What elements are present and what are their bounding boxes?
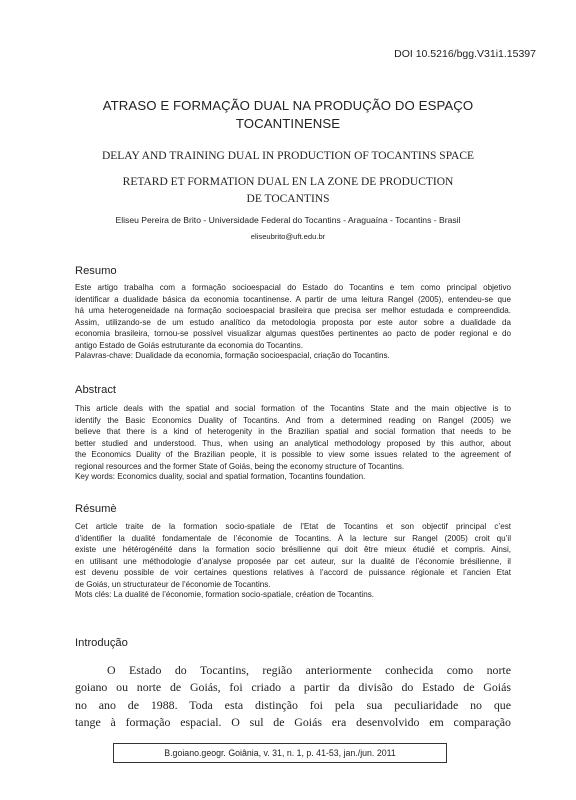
abstract-line: regional resources and the former State of Goiás, being the economy structure of Tocantins. [75, 461, 405, 471]
resume-line: en utilisant une méthodologie d’analyse proposée par cet auteur, sur la dualité de l’économie brésilienne, il [75, 556, 511, 566]
resumo-line: antigo Estado de Goiás estruturante da economia do Tocantins. [75, 340, 303, 350]
abstract-line: better studied and understood. Thus, when using an analytical methodology proposed by this author, about [75, 438, 511, 448]
abstract-line: identify the Basic Economics Duality of Tocantins. And from a determined reading on Rangel (2005) we [75, 415, 511, 425]
doi-label: DOI 10.5216/bgg.V31i1.15397 [394, 48, 536, 60]
body-line: tange à formação espacial. O sul de Goiás era desenvolvido em comparação [75, 715, 511, 730]
resumo-line: Este artigo trabalha com a formação socioespacial do Estado do Tocantins e tem como principal objetivo [75, 283, 511, 292]
resume-line: d’identifier la dualité fondamentale de l’économie de Tocantins. À la lecture sur Rangel (2005) croit qu’il [75, 533, 511, 543]
abstract-line: believe that there is a kind of heterogenity in the Brazilian spatial and social formation that needs to be [75, 427, 511, 437]
resumo-line: economia brasileira, tornou-se possível visualizar algumas questões pertinentes ao pacto de poder regional e do [75, 329, 511, 339]
author-affiliation: Eliseu Pereira de Brito - Universidade Federal do Tocantins - Araguaína - Tocantins - Brasil [115, 215, 461, 225]
resume-heading: Résumè [75, 503, 117, 515]
title-fr-line-1: RETARD ET FORMATION DUAL EN LA ZONE DE PRODUCTION [122, 176, 454, 188]
resume-line: est devenu possible de voir certaines questions relatives à l’accord de puissance régionale et l’ancien Etat [75, 568, 511, 578]
resumo-keywords: Palavras-chave: Dualidade da economia, formação socioespacial, criação do Tocantins. [75, 351, 390, 360]
resume-line: Cet article traite de la formation socio-spatiale de l’Etat de Tocantins et son objectif principal c’est [75, 522, 511, 531]
title-french [90, 174, 486, 208]
resumo-paragraph [75, 282, 511, 351]
title-portuguese [80, 97, 496, 133]
author-email[interactable]: eliseubrito@uft.edu.br [250, 232, 326, 241]
abstract-line: the Economics Duality of the Brazilian people, it is possible to view some issues related to the agreement of [75, 450, 511, 460]
body-line: goiano ou norte de Goiás, foi criado a partir da divisão do Estado de Goiás [75, 680, 511, 695]
introducao-heading: Introdução [75, 637, 128, 649]
body-line: O Estado do Tocantins, região anteriormente conhecida como norte [107, 663, 511, 677]
resumo-line: Assim, utilizando-se de um estudo analítico da metodologia proposta por este autor sobre a dualidade da [75, 317, 511, 327]
resume-keywords: Mots clés: La dualité de l’économie, formation socio-spatiale, création de Tocantins. [75, 590, 375, 599]
introducao-paragraph [75, 662, 511, 732]
resumo-line: há uma heterogeneidade na formação socioespacial brasileira que precisa ser melhor estudada e compreendida. [75, 306, 511, 316]
title-english: DELAY AND TRAINING DUAL IN PRODUCTION OF TOCANTINS SPACE [101, 150, 475, 162]
title-pt-line-2: TOCANTINENSE [235, 116, 341, 131]
abstract-heading: Abstract [75, 384, 117, 396]
title-pt-line-1: ATRASO E FORMAÇÃO DUAL NA PRODUÇÃO DO ESPAÇO [102, 98, 474, 113]
resume-line: existe une hétérogénéité dans la formation socio brésilienne qui doit être mieux étudié et compris. Ainsi, [75, 545, 511, 555]
resumo-heading: Resumo [75, 265, 117, 277]
resume-paragraph [75, 521, 511, 590]
journal-footer: B.goiano.geogr. Goiânia, v. 31, n. 1, p. 41-53, jan./jun. 2011 [113, 743, 447, 763]
abstract-keywords: Key words: Economics duality, social and spatial formation, Tocantins foundation. [75, 472, 366, 481]
abstract-paragraph [75, 403, 511, 472]
abstract-line: This article deals with the spatial and social formation of the Tocantins State and the main objective is to [75, 404, 511, 413]
resumo-line: identificar a dualidade básica da economia tocantinense. A partir de uma leitura Rangel (2005), entendeu-se que [75, 294, 511, 304]
title-fr-line-2: DE TOCANTINS [246, 193, 330, 205]
resume-line: de Goiás, un structurateur de l’économie de Tocantins. [75, 579, 271, 589]
body-line: no ano de 1988. Toda esta distinção foi pela sua peculiaridade no que [75, 697, 511, 712]
